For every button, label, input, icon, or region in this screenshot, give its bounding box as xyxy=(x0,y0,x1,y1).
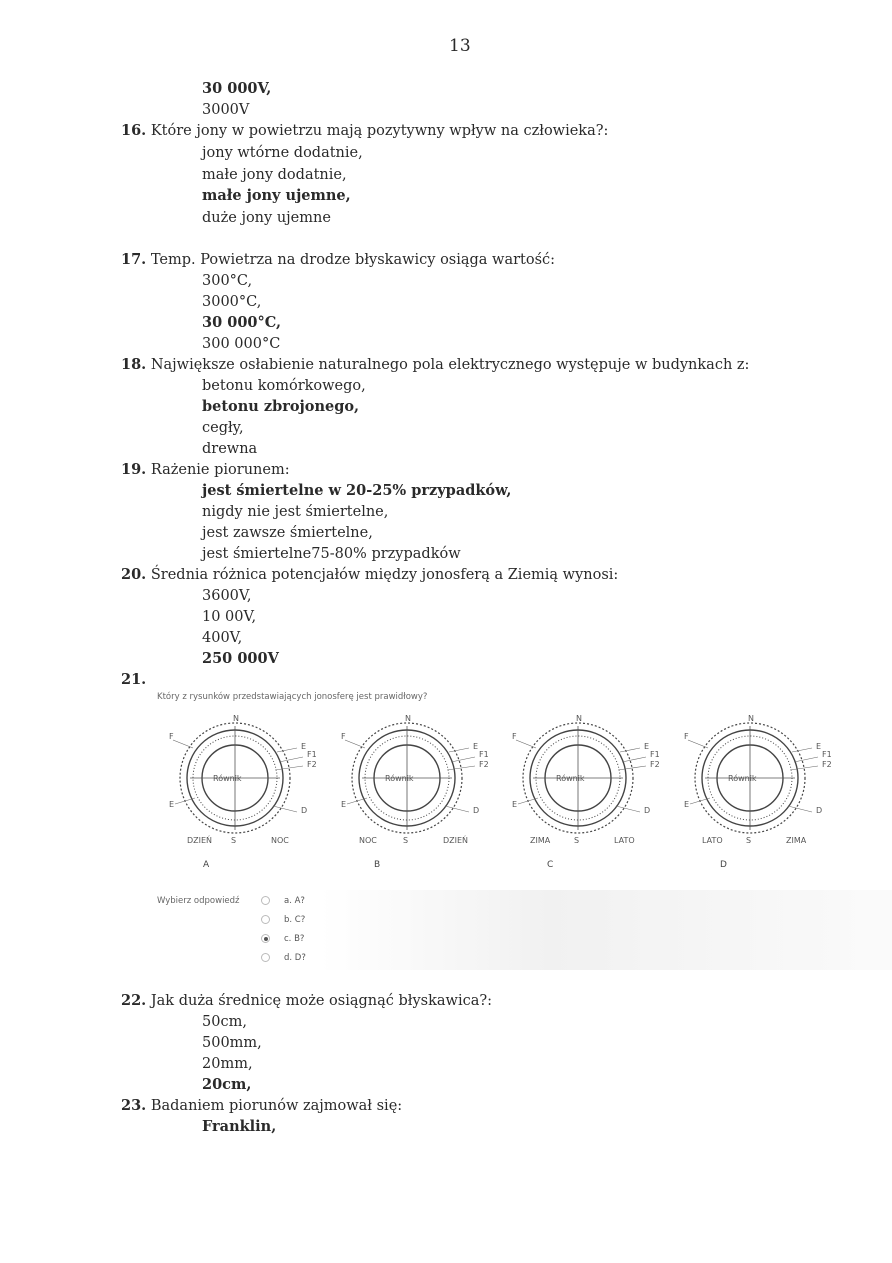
label-bottom-right: LATO xyxy=(614,836,635,845)
label-pointer-line xyxy=(516,740,536,748)
q15-option-2: 3000V xyxy=(202,102,250,118)
label-pointer-line xyxy=(449,748,469,752)
label-equator: Równik xyxy=(385,774,414,783)
answer-text: c. B? xyxy=(284,934,305,944)
q16-option-d: duże jony ujemne xyxy=(202,210,331,226)
question-text: Rażenie piorunem: xyxy=(150,462,290,478)
ionosphere-figure xyxy=(337,722,487,848)
label-s: S xyxy=(403,836,409,845)
q16-option-a: jony wtórne dodatnie, xyxy=(202,145,363,161)
label-pointer-line xyxy=(273,806,297,812)
label-f: F xyxy=(341,732,346,741)
label-pointer-line xyxy=(620,748,640,752)
q21-question-text: Który z rysunków przedstawiających jonosferę jest prawidłowy? xyxy=(157,692,428,702)
label-f2: F2 xyxy=(307,760,317,769)
label-pointer-line xyxy=(616,806,640,812)
label-f: F xyxy=(684,732,689,741)
q20-option-d: 250 000V xyxy=(202,650,279,667)
q20-option-a: 3600V, xyxy=(202,588,252,604)
label-bottom-left: DZIEŃ xyxy=(187,836,213,845)
label-f: F xyxy=(169,732,174,741)
radio-button[interactable] xyxy=(261,915,270,924)
label-pointer-line xyxy=(279,757,303,762)
q19-option-c: jest zawsze śmiertelne, xyxy=(202,525,373,541)
ionosphere-diagram-c xyxy=(508,714,660,848)
answer-prompt: Wybierz odpowiedź xyxy=(157,896,240,906)
q16-option-b: małe jony dodatnie, xyxy=(202,167,347,183)
question-number: 19. xyxy=(121,461,147,478)
question-number: 22. xyxy=(121,992,147,1009)
label-e: E xyxy=(816,742,822,751)
answer-text: b. C? xyxy=(284,915,306,925)
question-21-number: 21. xyxy=(121,671,147,688)
label-pointer-line xyxy=(788,806,812,812)
label-pointer-line xyxy=(347,798,367,804)
label-n: N xyxy=(233,714,239,723)
label-bottom-left: NOC xyxy=(359,836,377,845)
label-e: E xyxy=(301,742,307,751)
label-f2: F2 xyxy=(479,760,489,769)
ionosphere-figure xyxy=(680,722,830,848)
label-pointer-line xyxy=(445,806,469,812)
q22-option-c: 20mm, xyxy=(202,1056,253,1072)
question-number: 23. xyxy=(121,1097,147,1114)
label-pointer-line xyxy=(794,757,818,762)
q17-option-d: 300 000°C xyxy=(202,336,281,352)
label-pointer-line xyxy=(175,798,195,804)
q18-option-b: betonu zbrojonego, xyxy=(202,398,360,415)
label-pointer-line xyxy=(518,798,538,804)
label-f1: F1 xyxy=(479,750,489,759)
question-16 xyxy=(121,122,608,140)
q16-option-c: małe jony ujemne, xyxy=(202,187,351,204)
q18-option-d: drewna xyxy=(202,441,258,457)
label-f2: F2 xyxy=(650,760,660,769)
diagram-letter-b: B xyxy=(374,860,381,870)
question-19 xyxy=(121,461,290,479)
question-number: 18. xyxy=(121,356,147,373)
q20-option-b: 10 00V, xyxy=(202,609,257,625)
label-e-left: E xyxy=(341,800,347,809)
label-f1: F1 xyxy=(650,750,660,759)
q20-option-c: 400V, xyxy=(202,630,243,646)
ionosphere-diagram-d xyxy=(680,714,832,848)
label-pointer-line xyxy=(277,748,297,752)
answer-text: a. A? xyxy=(284,896,305,906)
ionosphere-diagram-a xyxy=(165,714,317,848)
question-text: Średnia różnica potencjałów między jonosferą a Ziemią wynosi: xyxy=(150,567,619,583)
question-20 xyxy=(121,566,618,584)
diagram-letter-a: A xyxy=(203,860,210,870)
question-17 xyxy=(121,251,555,269)
q19-option-b: nigdy nie jest śmiertelne, xyxy=(202,504,389,520)
label-pointer-line xyxy=(688,740,708,748)
label-n: N xyxy=(748,714,754,723)
answer-area-shade xyxy=(320,890,892,970)
label-f1: F1 xyxy=(307,750,317,759)
q17-option-b: 3000°C, xyxy=(202,294,262,310)
label-bottom-right: ZIMA xyxy=(786,836,807,845)
label-e-left: E xyxy=(169,800,175,809)
question-text: Jak duża średnicę może osiągnąć błyskawica?: xyxy=(150,993,493,1009)
radio-button[interactable] xyxy=(261,896,270,905)
question-number: 20. xyxy=(121,566,147,583)
label-pointer-line xyxy=(451,757,475,762)
label-equator: Równik xyxy=(556,774,585,783)
label-equator: Równik xyxy=(213,774,242,783)
label-bottom-left: ZIMA xyxy=(530,836,551,845)
label-n: N xyxy=(405,714,411,723)
label-pointer-line xyxy=(690,798,710,804)
answer-option-c[interactable] xyxy=(261,934,304,944)
label-pointer-line xyxy=(792,748,812,752)
label-s: S xyxy=(574,836,580,845)
question-number: 17. xyxy=(121,251,147,268)
ionosphere-diagram-b xyxy=(337,714,489,848)
radio-button-selected[interactable] xyxy=(261,934,270,943)
q18-option-c: cegły, xyxy=(202,420,244,436)
label-e-left: E xyxy=(684,800,690,809)
label-e: E xyxy=(644,742,650,751)
question-number: 16. xyxy=(121,122,147,139)
label-e-left: E xyxy=(512,800,518,809)
label-pointer-line xyxy=(345,740,365,748)
answer-option-a[interactable] xyxy=(261,896,305,906)
q17-option-c: 30 000°C, xyxy=(202,314,282,331)
diagram-letter-d: D xyxy=(720,860,727,870)
label-f2: F2 xyxy=(822,760,832,769)
label-pointer-line xyxy=(173,740,193,748)
question-22 xyxy=(121,992,492,1010)
q15-option-1: 30 000V, xyxy=(202,80,272,97)
q22-option-a: 50cm, xyxy=(202,1014,247,1030)
label-e: E xyxy=(473,742,479,751)
label-d: D xyxy=(473,806,480,815)
answer-option-d[interactable] xyxy=(261,953,306,963)
q18-option-a: betonu komórkowego, xyxy=(202,378,366,394)
label-d: D xyxy=(644,806,651,815)
q22-option-d: 20cm, xyxy=(202,1076,252,1093)
ionosphere-figure xyxy=(508,722,658,848)
question-18 xyxy=(121,356,749,374)
label-bottom-left: LATO xyxy=(702,836,723,845)
q19-option-a: jest śmiertelne w 20-25% przypadków, xyxy=(202,482,512,499)
question-text: Największe osłabienie naturalnego pola elektrycznego występuje w budynkach z: xyxy=(150,357,750,373)
label-f1: F1 xyxy=(822,750,832,759)
label-f: F xyxy=(512,732,517,741)
question-text: Badaniem piorunów zajmował się: xyxy=(150,1098,403,1114)
answer-text: d. D? xyxy=(284,953,306,963)
label-s: S xyxy=(746,836,752,845)
question-text: Temp. Powietrza na drodze błyskawicy osiąga wartość: xyxy=(150,252,556,268)
ionosphere-figure xyxy=(165,722,315,848)
radio-button[interactable] xyxy=(261,953,270,962)
diagram-letter-c: C xyxy=(547,860,554,870)
q17-option-a: 300°C, xyxy=(202,273,253,289)
label-d: D xyxy=(816,806,823,815)
label-equator: Równik xyxy=(728,774,757,783)
q23-option-a: Franklin, xyxy=(202,1118,277,1135)
q22-option-b: 500mm, xyxy=(202,1035,262,1051)
question-23 xyxy=(121,1097,402,1115)
label-pointer-line xyxy=(622,757,646,762)
question-text: Które jony w powietrzu mają pozytywny wpływ na człowieka?: xyxy=(150,123,609,139)
label-d: D xyxy=(301,806,308,815)
answer-option-b[interactable] xyxy=(261,915,305,925)
label-bottom-right: DZIEŃ xyxy=(443,836,469,845)
label-n: N xyxy=(576,714,582,723)
label-bottom-right: NOC xyxy=(271,836,289,845)
q19-option-d: jest śmiertelne75-80% przypadków xyxy=(202,546,461,562)
label-s: S xyxy=(231,836,237,845)
page-number: 13 xyxy=(449,36,471,56)
